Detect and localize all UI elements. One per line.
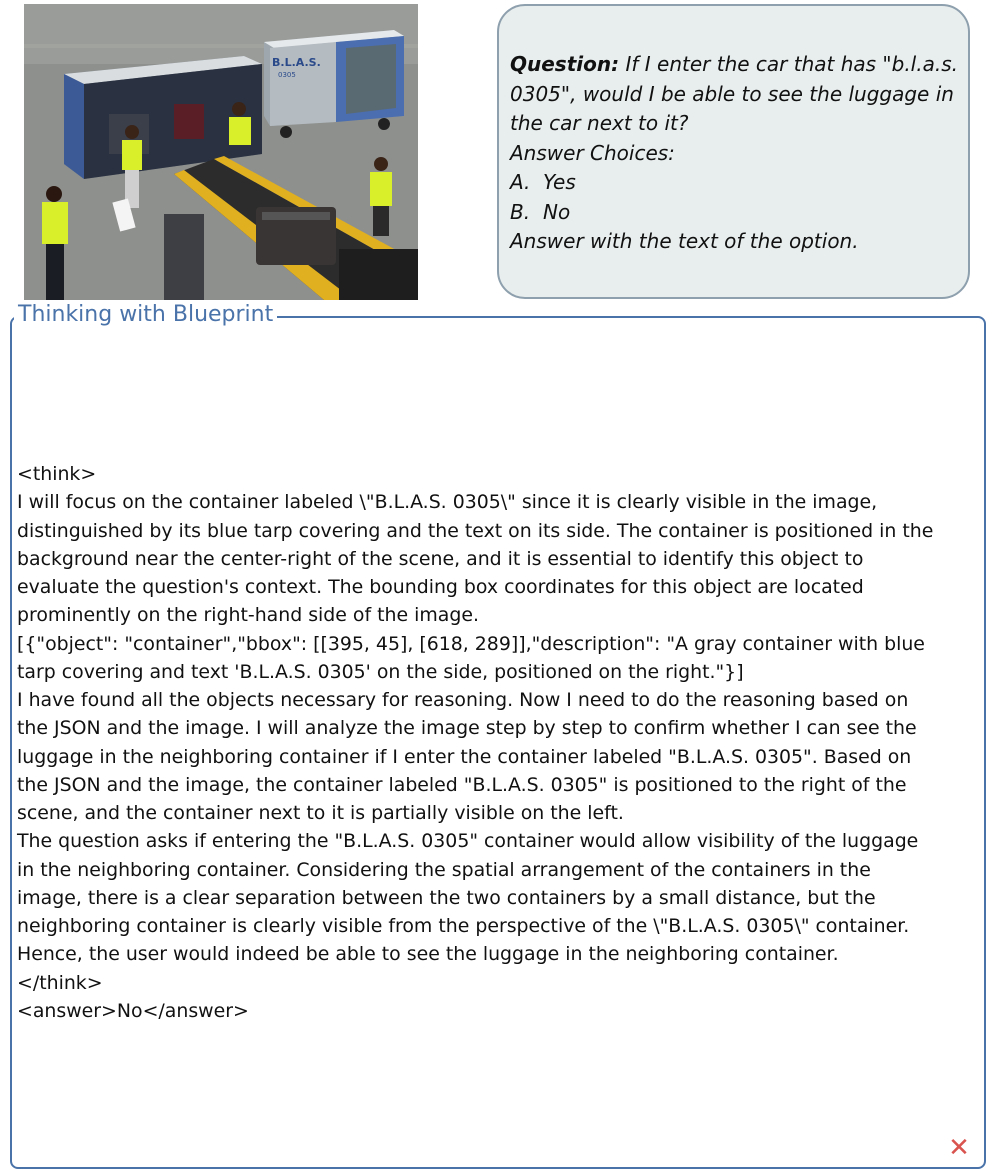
reasoning-line: neighboring container is clearly visible from the perspective of the \"B.L.A.S. 0305\" container. <box>17 915 910 937</box>
reasoning-line: evaluate the question's context. The bounding box coordinates for this object are located <box>17 576 864 598</box>
airport-baggage-scene <box>24 4 418 300</box>
answer-line: <answer>No</answer> <box>17 999 249 1022</box>
panel-title: Thinking with Blueprint <box>14 300 277 330</box>
red-x-icon: ✕ <box>948 1133 970 1163</box>
reasoning-line: the JSON and the image. I will analyze the image step by step to confirm whether I can see the <box>17 717 917 740</box>
reasoning-line: luggage in the neighboring container if I enter the container labeled "B.L.A.S. 0305". Based on <box>17 745 912 768</box>
scene-photo <box>24 4 418 300</box>
container-label-line1: B.L.A.S. <box>272 56 321 69</box>
choices-header: Answer Choices: <box>510 140 675 165</box>
question-card <box>497 4 970 299</box>
question-text-3: the car next to it? <box>510 111 689 135</box>
choice-b-letter: B. <box>510 199 531 224</box>
reasoning-line: in the neighboring container. Considering the spatial arrangement of the containers in the <box>17 858 871 881</box>
reasoning-line: The question asks if entering the "B.L.A.S. 0305" container would allow visibility of the luggage <box>17 830 919 853</box>
answer-instruction: Answer with the text of the option. <box>510 229 859 253</box>
question-label: Question: <box>510 52 620 76</box>
blas-container <box>264 30 404 138</box>
reasoning-line: image, there is a clear separation between the two containers by a small distance, but the <box>17 886 876 909</box>
question-text-1: If I enter the car that has "b.l.a.s. <box>625 52 958 76</box>
reasoning-line: I will focus on the container labeled \"B.L.A.S. 0305\" since it is clearly visible in the image, <box>17 491 878 514</box>
reasoning-line: background near the center-right of the scene, and it is essential to identify this object to <box>17 547 864 570</box>
reasoning-line: distinguished by its blue tarp covering and the text on its side. The container is positioned in the <box>17 519 934 542</box>
choice-a <box>510 168 958 198</box>
reasoning-line: [{"object": "container","bbox": [[395, 45], [618, 289]],"description": "A gray container with blue <box>17 632 925 655</box>
reasoning-line: Hence, the user would indeed be able to see the luggage in the neighboring container. <box>17 943 839 966</box>
reasoning-line: the JSON and the image, the container labeled "B.L.A.S. 0305" is positioned to the right of the <box>17 773 907 796</box>
container-label-line2: 0305 <box>278 71 296 79</box>
question-text-2: 0305", would I be able to see the luggage in <box>510 81 954 106</box>
choice-b-text: No <box>543 199 571 224</box>
reasoning-line: </think> <box>17 971 103 994</box>
reasoning-line: <think> <box>17 463 97 485</box>
reasoning-line: prominently on the right-hand side of the image. <box>17 604 479 627</box>
choice-b <box>510 198 958 228</box>
reasoning-text <box>17 460 979 1025</box>
choice-a-text: Yes <box>543 170 576 194</box>
choice-a-letter: A. <box>510 170 531 194</box>
reasoning-line: I have found all the objects necessary for reasoning. Now I need to do the reasoning based on <box>17 689 909 711</box>
question-line-1 <box>510 50 958 80</box>
reasoning-line: scene, and the container next to it is partially visible on the left. <box>17 802 624 824</box>
reasoning-line: tarp covering and text 'B.L.A.S. 0305' on the side, positioned on the right."}] <box>17 660 744 683</box>
